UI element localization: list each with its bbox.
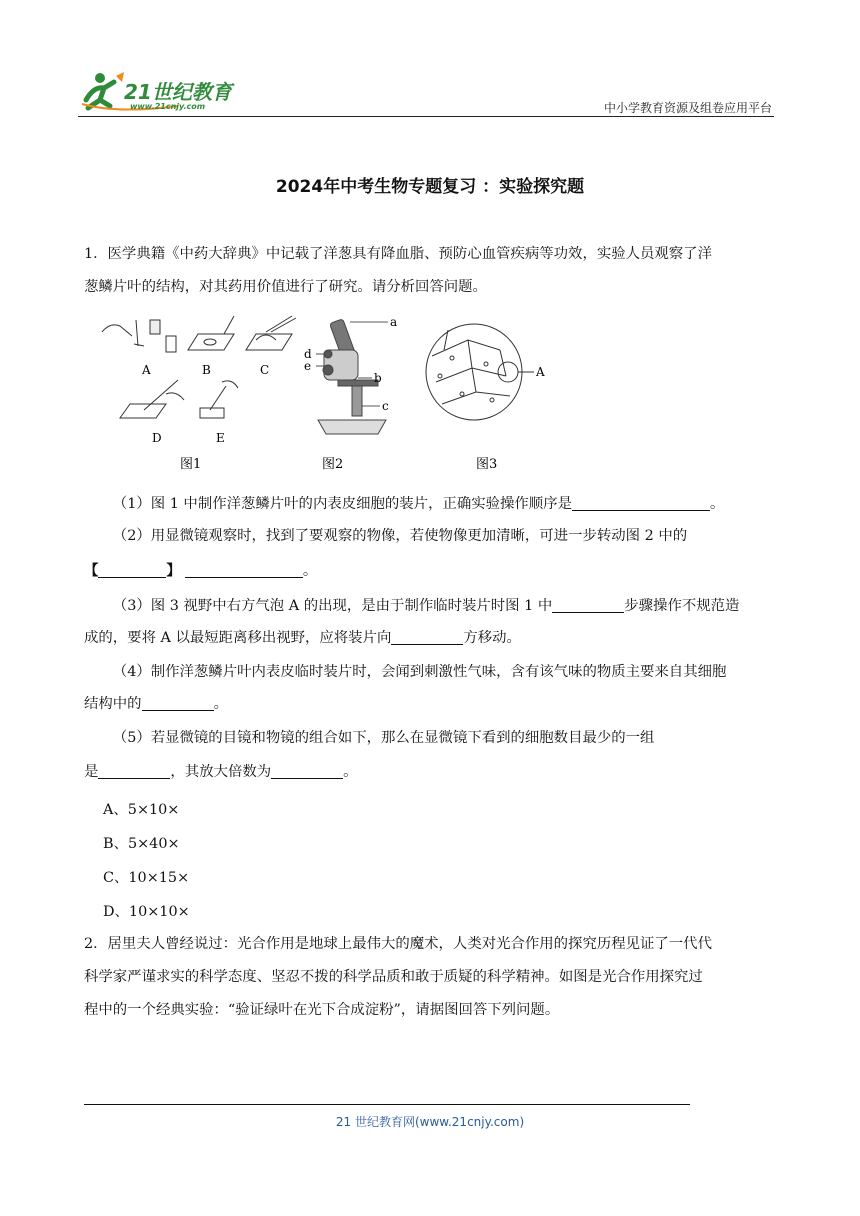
sub-question-2-text: （2）用显微镜观察时，找到了要观察的物像，若使物像更加清晰，可进一步转动图 2 中的 xyxy=(112,528,688,544)
sub-question-1 xyxy=(84,488,784,521)
question-2-line-1: 2．居里夫人曾经说过：光合作用是地球上最伟大的魔术，人类对光合作用的探究历程见证了一代代 xyxy=(84,936,712,952)
microscope-view-icon xyxy=(426,324,534,420)
fig1-step-label: E xyxy=(216,431,225,445)
fig1-step-label: C xyxy=(260,363,270,377)
option-b[interactable]: B、5×40× xyxy=(103,836,180,852)
sub-question-4-text: （4）制作洋葱鳞片叶内表皮临时装片时，会闻到刺激性气味，含有该气味的物质主要来自其细胞 xyxy=(112,664,727,680)
sub-question-2-end: 。 xyxy=(302,563,318,579)
fig2-part-label: c xyxy=(382,399,389,413)
question-2-line-2: 科学家严谨求实的科学态度、坚忍不拨的科学品质和敢于质疑的科学精神。如图是光合作用探究过 xyxy=(84,969,703,985)
sub-question-4-line-2 xyxy=(84,688,784,721)
fig1-step-label: B xyxy=(202,363,211,377)
figure-caption: 图2 xyxy=(322,457,344,472)
sub-question-3-text: （3）图 3 视野中右方气泡 A 的出现，是由于制作临时装片时图 1 中 xyxy=(112,598,553,614)
site-logo xyxy=(78,70,248,118)
sub-question-5 xyxy=(84,722,784,755)
figure-caption: 图3 xyxy=(476,457,498,472)
question-1-figure xyxy=(96,310,556,480)
sub-question-5-mid: ，其放大倍数为 xyxy=(170,764,272,780)
figure-caption: 图1 xyxy=(180,457,202,472)
fig2-part-label: d xyxy=(304,347,312,361)
sub-question-5-end: 。 xyxy=(343,764,358,780)
sub-question-5-text-2: 是 xyxy=(84,764,99,780)
sub-question-4-end: 。 xyxy=(213,696,228,712)
option-a[interactable]: A、5×10× xyxy=(103,802,180,818)
option-c[interactable]: C、10×15× xyxy=(103,870,190,886)
page-title: 2024年中考生物专题复习 ：实验探究题 xyxy=(275,177,585,197)
fig2-part-label: e xyxy=(304,359,312,373)
fig1-step-label: D xyxy=(152,431,162,445)
sub-question-3-text-end: 步骤操作不规范造 xyxy=(624,598,740,614)
answer-blank[interactable] xyxy=(391,628,463,645)
logo-text: 21世纪教育 xyxy=(124,80,232,104)
fig2-part-label: a xyxy=(390,315,398,329)
answer-blank[interactable] xyxy=(552,596,624,613)
header-divider xyxy=(78,116,774,117)
sub-question-1-end: 。 xyxy=(709,496,725,512)
sub-question-4 xyxy=(84,656,784,689)
question-1-stem-line-2: 葱鳞片叶的结构，对其药用价值进行了研究。请分析回答问题。 xyxy=(84,279,487,295)
option-d[interactable]: D、10×10× xyxy=(103,904,190,920)
sub-question-2 xyxy=(84,520,784,553)
bracket-open: 【 xyxy=(84,562,99,579)
sub-question-3-line-2 xyxy=(84,622,784,655)
sub-question-3-text-2: 成的，要将 A 以最短距离移出视野，应将装片向 xyxy=(84,630,392,646)
answer-blank[interactable] xyxy=(271,762,343,779)
sub-question-2-line-2 xyxy=(84,554,784,588)
sub-question-5-line-2 xyxy=(84,756,784,789)
question-2-line-3: 程中的一个经典实验：“验证绿叶在光下合成淀粉”，请据图回答下列问题。 xyxy=(84,1002,560,1018)
answer-blank[interactable] xyxy=(98,561,166,578)
experiment-figure-illustration xyxy=(96,310,556,480)
bracket-close: 】 xyxy=(166,562,181,579)
sub-question-5-text: （5）若显微镜的目镜和物镜的组合如下，那么在显微镜下看到的细胞数目最少的一组 xyxy=(112,730,655,746)
answer-blank[interactable] xyxy=(185,561,303,578)
footer-divider xyxy=(84,1104,690,1105)
sub-question-1-text: （1）图 1 中制作洋葱鳞片叶的内表皮细胞的装片，正确实验操作顺序是 xyxy=(112,496,572,512)
answer-blank[interactable] xyxy=(142,694,214,711)
sub-question-4-text-2: 结构中的 xyxy=(84,696,142,712)
logo-url: www.21cnjy.com xyxy=(130,102,206,111)
answer-blank[interactable] xyxy=(572,494,710,511)
footer-link[interactable]: 21 世纪教育网(www.21cnjy.com) xyxy=(335,1115,525,1129)
question-2-stem xyxy=(84,928,784,1027)
sub-question-3-end: 方移动。 xyxy=(463,630,521,646)
fig2-part-label: b xyxy=(374,371,382,385)
answer-blank[interactable] xyxy=(98,762,170,779)
question-1-stem-line-1: 1．医学典籍《中药大辞典》中记载了洋葱具有降血脂、预防心血管疾病等功效，实验人员观察了洋 xyxy=(84,246,712,262)
sub-question-3 xyxy=(84,590,784,623)
header-platform-text: 中小学教育资源及组卷应用平台 xyxy=(603,101,772,115)
fig3-bubble-label: A xyxy=(536,365,545,379)
question-1-stem xyxy=(84,238,784,304)
fig1-step-label: A xyxy=(142,363,151,377)
